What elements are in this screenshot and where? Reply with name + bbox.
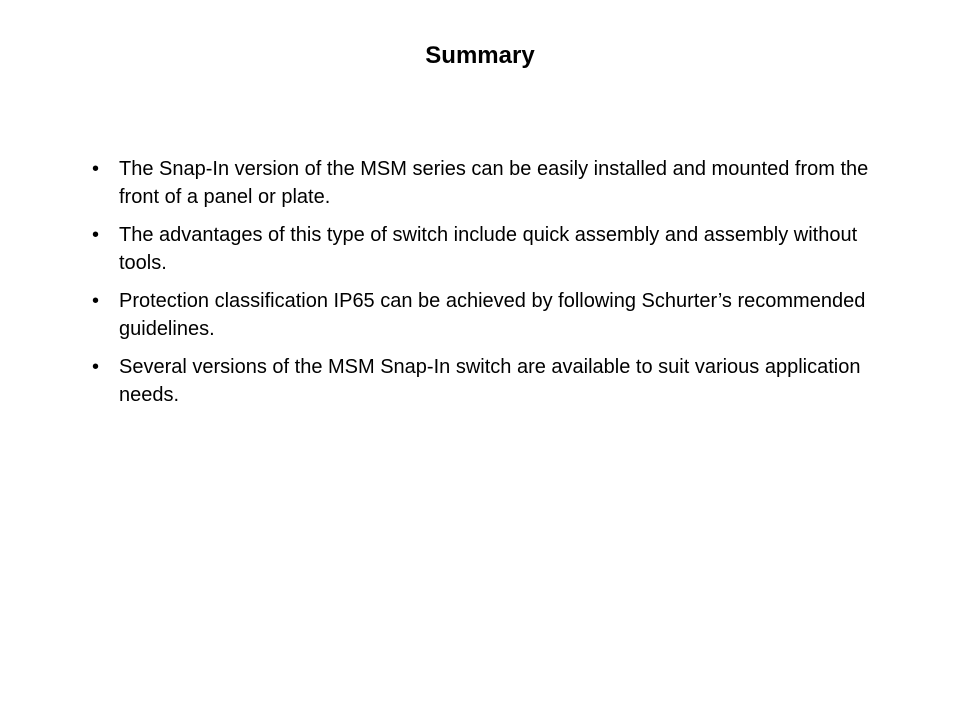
- slide-title: Summary: [425, 42, 535, 69]
- bullet-text: Protection classification IP65 can be achieved by following Schurter’s recommended guidelines.: [119, 290, 866, 340]
- bullet-list: [92, 155, 882, 419]
- bullet-text: The Snap-In version of the MSM series can be easily installed and mounted from the front of a panel or plate.: [119, 158, 869, 208]
- bullet-item: [92, 155, 882, 211]
- bullet-item: [92, 221, 882, 277]
- bullet-text: Several versions of the MSM Snap-In switch are available to suit various application needs.: [119, 356, 861, 406]
- bullet-item: [92, 353, 882, 409]
- bullet-dot-icon: •: [92, 290, 100, 312]
- bullet-dot-icon: •: [92, 356, 100, 378]
- bullet-text: The advantages of this type of switch include quick assembly and assembly without tools.: [119, 224, 858, 274]
- bullet-dot-icon: •: [92, 158, 100, 180]
- bullet-dot-icon: •: [92, 224, 100, 246]
- bullet-item: [92, 287, 882, 343]
